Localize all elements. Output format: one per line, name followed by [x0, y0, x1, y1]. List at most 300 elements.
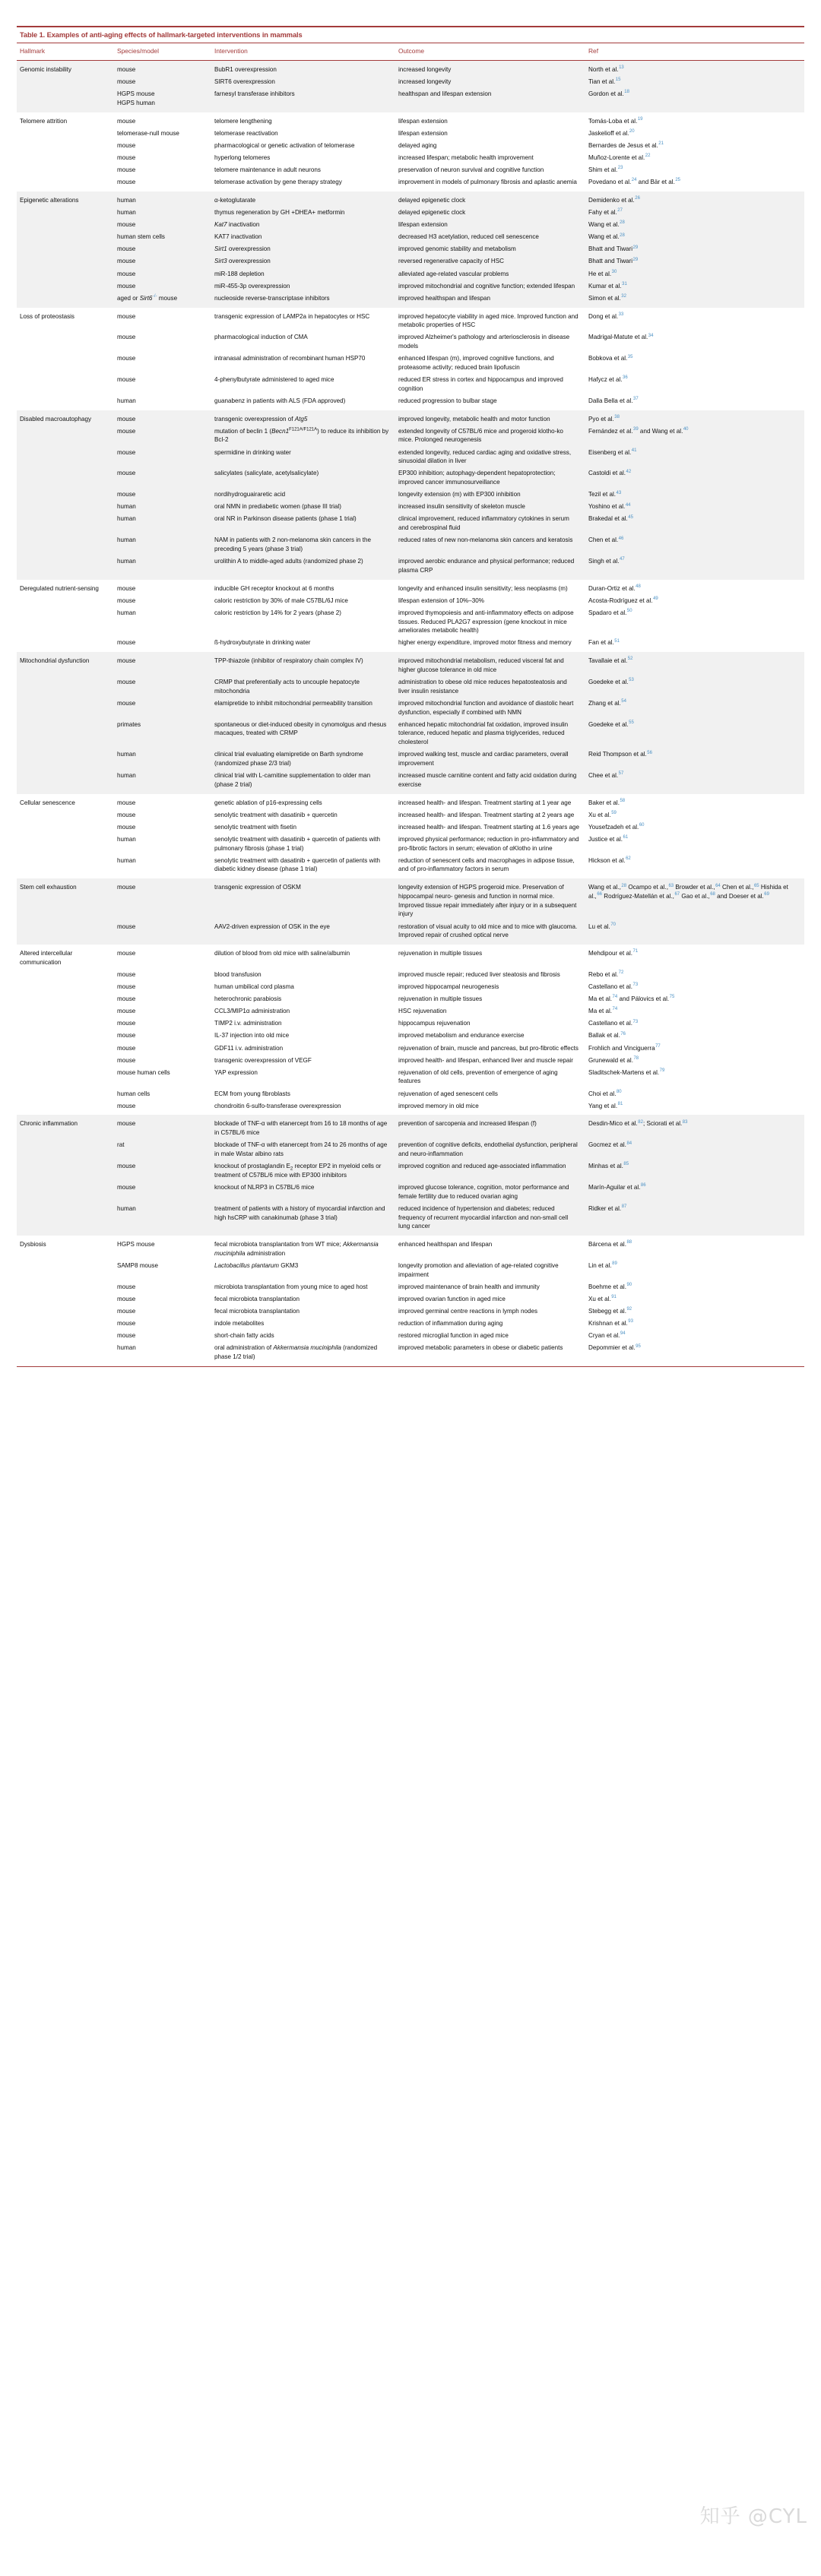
column-header-hallmark: Hallmark — [20, 47, 46, 55]
cell-ref: Madrigal-Matute et al.$^{34}$ — [585, 331, 804, 353]
cell-ref: North et al.$^{13}$ — [585, 60, 804, 75]
cell-hallmark — [17, 595, 114, 607]
cell-intervention: blockade of TNF-α with etanercept from 16 to 18 months of age in C57BL/6 mice — [211, 1115, 395, 1139]
hallmark-group — [17, 652, 804, 793]
cell-species: human — [114, 607, 211, 638]
column-header-species: Species/model — [117, 47, 159, 55]
cell-hallmark — [17, 1087, 114, 1100]
cell-outcome: improved hippocampal neurogenesis — [395, 981, 585, 993]
cell-outcome: lifespan extension — [395, 128, 585, 140]
table-row — [17, 580, 804, 595]
ref-superscript: 28 — [620, 233, 625, 238]
cell-hallmark — [17, 1042, 114, 1054]
cell-species: mouse — [114, 164, 211, 176]
hallmarks-table — [17, 43, 804, 1366]
ref-superscript: 51 — [614, 638, 620, 644]
cell-intervention: pharmacological induction of CMA — [211, 331, 395, 353]
cell-outcome: reduced progression to bulbar stage — [395, 395, 585, 410]
cell-ref: Boehme et al.$^{90}$ — [585, 1280, 804, 1293]
cell-hallmark — [17, 76, 114, 88]
cell-outcome: hippocampus rejuvenation — [395, 1017, 585, 1030]
table-row — [17, 1318, 804, 1330]
cell-hallmark — [17, 1030, 114, 1042]
cell-species: mouse human cells — [114, 1067, 211, 1088]
ref-superscript: 57 — [618, 771, 624, 777]
ref-superscript: 75 — [669, 995, 675, 1000]
ref-superscript: 73 — [632, 1019, 639, 1024]
ref-superscript: 36 — [623, 375, 628, 381]
cell-intervention: microbiota transplantation from young mice to aged host — [211, 1280, 395, 1293]
cell-intervention: knockout of NLRP3 in C57BL/6 mice — [211, 1182, 395, 1203]
cell-outcome: extended longevity, reduced cardiac aging and oxidative stress, sinusoidal dilation in liver — [395, 446, 585, 467]
ref-superscript: 90 — [626, 1282, 632, 1287]
cell-ref: Hafycz et al.$^{36}$ — [585, 374, 804, 395]
table-row — [17, 1203, 804, 1236]
ref-superscript: 77 — [655, 1043, 661, 1049]
cell-outcome: lifespan extension of 10%–30% — [395, 595, 585, 607]
cell-intervention: transgenic expression of OSKM — [211, 878, 395, 920]
ref-superscript: 74 — [612, 1007, 618, 1012]
table-row — [17, 1260, 804, 1281]
table-row — [17, 770, 804, 794]
table-row — [17, 395, 804, 410]
cell-species: mouse — [114, 1330, 211, 1342]
hallmark-group — [17, 308, 804, 410]
cell-species: human — [114, 855, 211, 879]
hallmark-group — [17, 1236, 804, 1366]
cell-hallmark — [17, 981, 114, 993]
ref-superscript: 58 — [620, 798, 626, 803]
ref-superscript: 93 — [628, 1319, 633, 1324]
cell-intervention: intranasal administration of recombinant human HSP70 — [211, 353, 395, 374]
cell-species: mouse — [114, 152, 211, 164]
cell-species: mouse — [114, 595, 211, 607]
cell-outcome: higher energy expenditure, improved motor fitness and memory — [395, 637, 585, 652]
cell-intervention: oral NR in Parkinson disease patients (phase 1 trial) — [211, 513, 395, 534]
cell-hallmark: Disabled macroautophagy — [17, 410, 114, 426]
cell-intervention: mutation of beclin 1 $(Becn1^{F121A/F121A})$ to reduce its inhibition by Bcl-2 — [211, 426, 395, 447]
table-row — [17, 607, 804, 638]
ref-superscript: 35 — [627, 354, 633, 359]
cell-ref: He et al.$^{30}$ — [585, 267, 804, 280]
ref-superscript: 41 — [631, 448, 637, 453]
cell-outcome: reduction of senescent cells and macrophages in adipose tissue, and of pro-inflammatory factors in serum — [395, 855, 585, 879]
table-row — [17, 834, 804, 855]
ref-superscript: 37 — [633, 397, 639, 402]
cell-hallmark — [17, 834, 114, 855]
ref-superscript: 43 — [616, 490, 622, 495]
cell-intervention: fecal microbiota transplantation from WT mice; Akkermansia muciniphila administration — [211, 1236, 395, 1260]
cell-species: mouse — [114, 410, 211, 426]
ref-superscript: 85 — [623, 1162, 629, 1167]
table-row — [17, 920, 804, 945]
cell-ref: Fan et al.$^{51}$ — [585, 637, 804, 652]
ref-superscript: 72 — [618, 970, 624, 976]
ref-superscript: 34 — [648, 333, 654, 338]
cell-ref: Ma et al.$^{74}$ — [585, 1005, 804, 1017]
ref-superscript: 21 — [658, 141, 664, 147]
cell-intervention: telomere maintenance in adult neurons — [211, 164, 395, 176]
table-row — [17, 1042, 804, 1054]
ref-superscript: 29 — [632, 257, 639, 262]
table-row — [17, 513, 804, 534]
cell-ref: Povedano et al.$^{24}$ and Bär et al.$^{25}$ — [585, 176, 804, 191]
cell-hallmark — [17, 176, 114, 191]
cell-hallmark — [17, 231, 114, 243]
cell-hallmark — [17, 637, 114, 652]
cell-ref: Krishnan et al.$^{93}$ — [585, 1318, 804, 1330]
cell-outcome: rejuvenation of old cells, prevention of emergence of aging features — [395, 1067, 585, 1088]
cell-hallmark: Dysbiosis — [17, 1236, 114, 1260]
cell-species: mouse — [114, 374, 211, 395]
cell-species: human — [114, 748, 211, 770]
cell-intervention: human umbilical cord plasma — [211, 981, 395, 993]
cell-species: mouse — [114, 1030, 211, 1042]
cell-species: mouse — [114, 652, 211, 676]
table-row — [17, 1182, 804, 1203]
cell-hallmark — [17, 993, 114, 1005]
cell-intervention: pharmacological or genetic activation of telomerase — [211, 140, 395, 152]
cell-ref: Xu et al.$^{91}$ — [585, 1293, 804, 1305]
cell-species: human — [114, 770, 211, 794]
cell-ref: Simon et al.$^{32}$ — [585, 293, 804, 308]
cell-species: mouse — [114, 794, 211, 809]
cell-outcome: rejuvenation of aged senescent cells — [395, 1087, 585, 1100]
cell-hallmark — [17, 1293, 114, 1305]
cell-hallmark: Loss of proteostasis — [17, 308, 114, 332]
cell-ref: Wang et al.$^{28}$ — [585, 219, 804, 231]
cell-ref: Castellano et al.$^{73}$ — [585, 1017, 804, 1030]
cell-ref: Minhas et al.$^{85}$ — [585, 1160, 804, 1182]
table-row — [17, 794, 804, 809]
cell-outcome: delayed aging — [395, 140, 585, 152]
table-row — [17, 374, 804, 395]
cell-intervention: miR-455-3p overexpression — [211, 280, 395, 292]
cell-species: mouse — [114, 637, 211, 652]
cell-outcome: improved mitochondrial and cognitive function; extended lifespan — [395, 280, 585, 292]
table-row — [17, 308, 804, 332]
table-row — [17, 446, 804, 467]
cell-ref: Xu et al.$^{59}$ — [585, 809, 804, 821]
cell-ref: Hickson et al.$^{62}$ — [585, 855, 804, 879]
cell-ref: Yang et al.$^{81}$ — [585, 1100, 804, 1115]
cell-outcome: rejuvenation in multiple tissues — [395, 993, 585, 1005]
cell-outcome: longevity extension of HGPS progeroid mice. Preservation of hippocampal neuro- genesis and function in normal mice. Improved tissue repair immediately after injury or in a subsequent injury — [395, 878, 585, 920]
cell-hallmark — [17, 1054, 114, 1066]
ref-superscript: 54 — [621, 699, 626, 704]
cell-ref: Goedeke et al.$^{53}$ — [585, 676, 804, 698]
cell-ref: Depommier et al.$^{95}$ — [585, 1342, 804, 1366]
cell-outcome: improved germinal centre reactions in lymph nodes — [395, 1305, 585, 1318]
cell-intervention: spermidine in drinking water — [211, 446, 395, 467]
table-row — [17, 467, 804, 489]
cell-intervention: Sirt3 overexpression — [211, 255, 395, 267]
cell-intervention: knockout of prostaglandin $E_2$ receptor EP2 in myeloid cells or treatment of C57BL/6 mice with EP300 inhibitors — [211, 1160, 395, 1182]
table-row — [17, 1305, 804, 1318]
ref-superscript: 70 — [610, 922, 616, 927]
cell-intervention: clinical trial evaluating elamipretide on Barth syndrome (randomized phase 2/3 trial) — [211, 748, 395, 770]
cell-species: aged or Sirt6-/- mouse — [114, 293, 211, 308]
header-row — [17, 43, 804, 60]
cell-species: mouse — [114, 1115, 211, 1139]
cell-intervention: Kat7 inactivation — [211, 219, 395, 231]
cell-intervention: NAM in patients with 2 non-melanoma skin cancers in the preceding 5 years (phase 3 trial) — [211, 534, 395, 555]
cell-intervention: senolytic treatment with dasatinib + quercetin of patients with pulmonary fibrosis (phase 1 trial) — [211, 834, 395, 855]
table-row — [17, 112, 804, 128]
cell-outcome: increased insulin sensitivity of skeleton muscle — [395, 501, 585, 513]
ref-superscript: 78 — [633, 1055, 639, 1061]
cell-outcome: enhanced hepatic mitochondrial fat oxidation, improved insulin tolerance, reduced hepatic and plasma triglycerides, reduced cholesterol — [395, 719, 585, 749]
cell-outcome: HSC rejuvenation — [395, 1005, 585, 1017]
cell-outcome: improved maintenance of brain health and immunity — [395, 1280, 585, 1293]
cell-intervention: SIRT6 overexpression — [211, 76, 395, 88]
table-row — [17, 1054, 804, 1066]
cell-hallmark — [17, 267, 114, 280]
table-row — [17, 489, 804, 501]
cell-intervention: GDF11 i.v. administration — [211, 1042, 395, 1054]
ref-superscript: 59 — [611, 811, 617, 815]
cell-outcome: improved metabolism and endurance exercise — [395, 1030, 585, 1042]
cell-ref: Ballak et al.$^{76}$ — [585, 1030, 804, 1042]
cell-intervention: transgenic expression of LAMP2a in hepatocytes or HSC — [211, 308, 395, 332]
ref-superscript: 44 — [625, 502, 631, 508]
hallmark-group — [17, 878, 804, 945]
table-row — [17, 993, 804, 1005]
cell-outcome: longevity and enhanced insulin sensitivity; less neoplasms (m) — [395, 580, 585, 595]
hallmark-group — [17, 410, 804, 580]
cell-intervention: guanabenz in patients with ALS (FDA approved) — [211, 395, 395, 410]
hallmark-group — [17, 580, 804, 653]
cell-ref: Sladitschek-Martens et al.$^{79}$ — [585, 1067, 804, 1088]
cell-ref: Ridker et al.$^{87}$ — [585, 1203, 804, 1236]
cell-intervention: miR-188 depletion — [211, 267, 395, 280]
cell-outcome: improved health- and lifespan, enhanced liver and muscle repair — [395, 1054, 585, 1066]
ref-superscript: 26 — [635, 196, 640, 201]
hallmark-group — [17, 794, 804, 879]
cell-ref: Ma et al.$^{74}$ and Pálovics et al.$^{75}$ — [585, 993, 804, 1005]
cell-hallmark — [17, 88, 114, 112]
cell-species: primates — [114, 719, 211, 749]
cell-species: mouse — [114, 60, 211, 75]
cell-hallmark: Cellular senescence — [17, 794, 114, 809]
ref-superscript: 47 — [620, 557, 625, 562]
table-row — [17, 969, 804, 981]
cell-outcome: preservation of neuron survival and cognitive function — [395, 164, 585, 176]
table-row — [17, 255, 804, 267]
cell-outcome: increased health- and lifespan. Treatment starting at 1 year age — [395, 794, 585, 809]
hallmark-group — [17, 191, 804, 308]
cell-intervention: CRMP that preferentially acts to uncouple hepatocyte mitochondria — [211, 676, 395, 698]
ref-superscript: 32 — [621, 294, 626, 299]
table-row — [17, 152, 804, 164]
table-row — [17, 191, 804, 207]
cell-ref: Bhatt and Tiwari$^{29}$ — [585, 243, 804, 255]
cell-intervention: 4-phenylbutyrate administered to aged mice — [211, 374, 395, 395]
ref-superscript: 46 — [618, 536, 624, 541]
ref-superscript: 15 — [615, 78, 621, 83]
cell-ref: Grunewald et al.$^{78}$ — [585, 1054, 804, 1066]
cell-hallmark: Chronic inflammation — [17, 1115, 114, 1139]
ref-superscript: 61 — [623, 835, 629, 840]
column-header-outcome: Outcome — [398, 47, 424, 55]
cell-outcome: improved memory in old mice — [395, 1100, 585, 1115]
cell-ref: Chee et al.$^{57}$ — [585, 770, 804, 794]
ref-superscript: 30 — [611, 269, 617, 274]
cell-hallmark — [17, 1305, 114, 1318]
cell-outcome: EP300 inhibition; autophagy-dependent hepatoprotection; improved cancer immunosurveillance — [395, 467, 585, 489]
cell-species: mouse — [114, 1160, 211, 1182]
ref-superscript: 27 — [617, 208, 623, 214]
cell-outcome: improved hepatocyte viability in aged mice. Improved function and metabolic properties of HSC — [395, 308, 585, 332]
cell-outcome: restored microglial function in aged mice — [395, 1330, 585, 1342]
cell-ref: Tavallaie et al.$^{52}$ — [585, 652, 804, 676]
ref-superscript: 55 — [629, 720, 634, 725]
cell-ref: Marín-Aguilar et al.$^{86}$ — [585, 1182, 804, 1203]
ref-superscript: 53 — [629, 678, 634, 683]
cell-outcome: improved aerobic endurance and physical performance; reduced plasma CRP — [395, 555, 585, 580]
cell-ref: Pyo et al.$^{38}$ — [585, 410, 804, 426]
cell-outcome: reduction of inflammation during aging — [395, 1318, 585, 1330]
cell-ref: Eisenberg et al.$^{41}$ — [585, 446, 804, 467]
table-row — [17, 426, 804, 447]
cell-hallmark — [17, 243, 114, 255]
cell-intervention: YAP expression — [211, 1067, 395, 1088]
ref-superscript: 83 — [682, 1119, 688, 1125]
ref-superscript: 25 — [675, 178, 681, 183]
cell-ref: Chen et al.$^{46}$ — [585, 534, 804, 555]
table-row — [17, 1280, 804, 1293]
ref-superscript: 86 — [640, 1183, 646, 1188]
ref-superscript: 45 — [628, 514, 633, 520]
table-row — [17, 1293, 804, 1305]
cell-outcome: decreased H3 acetylation, reduced cell senescence — [395, 231, 585, 243]
cell-ref: Goedeke et al.$^{55}$ — [585, 719, 804, 749]
cell-intervention: salicylates (salicylate, acetylsalicylate) — [211, 467, 395, 489]
cell-species: human — [114, 207, 211, 219]
table-row — [17, 280, 804, 292]
cell-outcome: improved ovarian function in aged mice — [395, 1293, 585, 1305]
table-row — [17, 1005, 804, 1017]
cell-intervention: chondroitin 6-sulfo-transferase overexpression — [211, 1100, 395, 1115]
table-row — [17, 60, 804, 75]
cell-ref: Bobkova et al.$^{35}$ — [585, 353, 804, 374]
cell-outcome: rejuvenation of brain, muscle and pancreas, but pro-fibrotic effects — [395, 1042, 585, 1054]
cell-species: human — [114, 555, 211, 580]
cell-ref: Duran-Ortiz et al.$^{48}$ — [585, 580, 804, 595]
watermark: 知乎 @CYL — [699, 2505, 807, 2528]
table-row — [17, 88, 804, 112]
cell-intervention: genetic ablation of p16-expressing cells — [211, 794, 395, 809]
table-row — [17, 76, 804, 88]
cell-intervention: KAT7 inactivation — [211, 231, 395, 243]
ref-superscript: 79 — [659, 1068, 665, 1074]
table-row — [17, 534, 804, 555]
cell-ref: Shim et al.$^{23}$ — [585, 164, 804, 176]
cell-species: mouse — [114, 76, 211, 88]
hallmark-group — [17, 60, 804, 112]
cell-outcome: improved metabolic parameters in obese or diabetic patients — [395, 1342, 585, 1366]
cell-outcome: lifespan extension — [395, 219, 585, 231]
ref-superscript: 87 — [621, 1204, 627, 1210]
cell-intervention: oral administration of Akkermansia muciniphila (randomized phase 1/2 trial) — [211, 1342, 395, 1366]
cell-intervention: caloric restriction by 30% of male C57BL/6J mice — [211, 595, 395, 607]
cell-ref: Gordon et al.$^{18}$ — [585, 88, 804, 112]
cell-hallmark — [17, 821, 114, 834]
cell-intervention: caloric restriction by 14% for 2 years (phase 2) — [211, 607, 395, 638]
cell-ref: Lu et al.$^{70}$ — [585, 920, 804, 945]
ref-superscript: 42 — [626, 469, 632, 474]
cell-intervention: transgenic overexpression of VEGF — [211, 1054, 395, 1066]
table-row — [17, 652, 804, 676]
cell-hallmark — [17, 501, 114, 513]
cell-ref: Muñoz-Lorente et al.$^{22}$ — [585, 152, 804, 164]
table-row — [17, 698, 804, 719]
cell-hallmark — [17, 1182, 114, 1203]
cell-species: mouse — [114, 1100, 211, 1115]
ref-superscript: 20 — [629, 129, 635, 134]
cell-intervention: senolytic treatment with dasatinib + quercetin of patients with diabetic kidney disease (phase 1 trial) — [211, 855, 395, 879]
table-row — [17, 878, 804, 920]
cell-species: human — [114, 501, 211, 513]
table-row — [17, 1139, 804, 1160]
cell-species: mouse — [114, 280, 211, 292]
cell-species: human cells — [114, 1087, 211, 1100]
cell-ref: Baker et al.$^{58}$ — [585, 794, 804, 809]
cell-hallmark — [17, 152, 114, 164]
cell-hallmark — [17, 698, 114, 719]
cell-intervention: heterochronic parabiosis — [211, 993, 395, 1005]
cell-intervention: oral NMN in prediabetic women (phase III trial) — [211, 501, 395, 513]
cell-outcome: improved muscle repair; reduced liver steatosis and fibrosis — [395, 969, 585, 981]
cell-outcome: improved glucose tolerance, cognition, motor performance and female fertility due to reduced ovarian aging — [395, 1182, 585, 1203]
ref-superscript: 91 — [611, 1295, 617, 1300]
cell-ref: Stebegg et al.$^{92}$ — [585, 1305, 804, 1318]
cell-hallmark — [17, 748, 114, 770]
cell-hallmark — [17, 1017, 114, 1030]
table-row — [17, 637, 804, 652]
cell-species: mouse — [114, 1305, 211, 1318]
cell-intervention: dilution of blood from old mice with saline/albumin — [211, 945, 395, 969]
ref-superscript: 13 — [619, 65, 624, 71]
cell-outcome: improved genomic stability and metabolism — [395, 243, 585, 255]
cell-ref: Tian et al.$^{15}$ — [585, 76, 804, 88]
column-header-intervention: Intervention — [214, 47, 248, 55]
cell-hallmark — [17, 1342, 114, 1366]
cell-species: mouse — [114, 1005, 211, 1017]
cell-hallmark — [17, 140, 114, 152]
cell-species: mouse — [114, 993, 211, 1005]
cell-ref: Acosta-Rodríguez et al.$^{49}$ — [585, 595, 804, 607]
table-row — [17, 331, 804, 353]
cell-intervention: thymus regeneration by GH +DHEA+ metformin — [211, 207, 395, 219]
cell-species: mouse — [114, 243, 211, 255]
table-row — [17, 1115, 804, 1139]
cell-intervention: spontaneous or diet-induced obesity in cynomolgus and rhesus macaques, treated with CRMP — [211, 719, 395, 749]
cell-hallmark — [17, 1067, 114, 1088]
cell-outcome: increased longevity — [395, 60, 585, 75]
cell-ref: Castellano et al.$^{73}$ — [585, 981, 804, 993]
table-caption: Table 1. Examples of anti-aging effects of hallmark-targeted interventions in mammals — [20, 31, 303, 39]
cell-ref: Fernández et al.$^{39}$ and Wang et al.$^{40}$ — [585, 426, 804, 447]
ref-superscript: 92 — [626, 1307, 632, 1312]
cell-species: mouse — [114, 255, 211, 267]
cell-outcome: improved mitochondrial function and avoidance of diastolic heart dysfunction, especially if combined with NMN — [395, 698, 585, 719]
cell-intervention: telomerase reactivation — [211, 128, 395, 140]
cell-ref: Dalla Bella et al.$^{37}$ — [585, 395, 804, 410]
cell-species: mouse — [114, 821, 211, 834]
table-header — [17, 43, 804, 60]
cell-species: mouse — [114, 1182, 211, 1203]
